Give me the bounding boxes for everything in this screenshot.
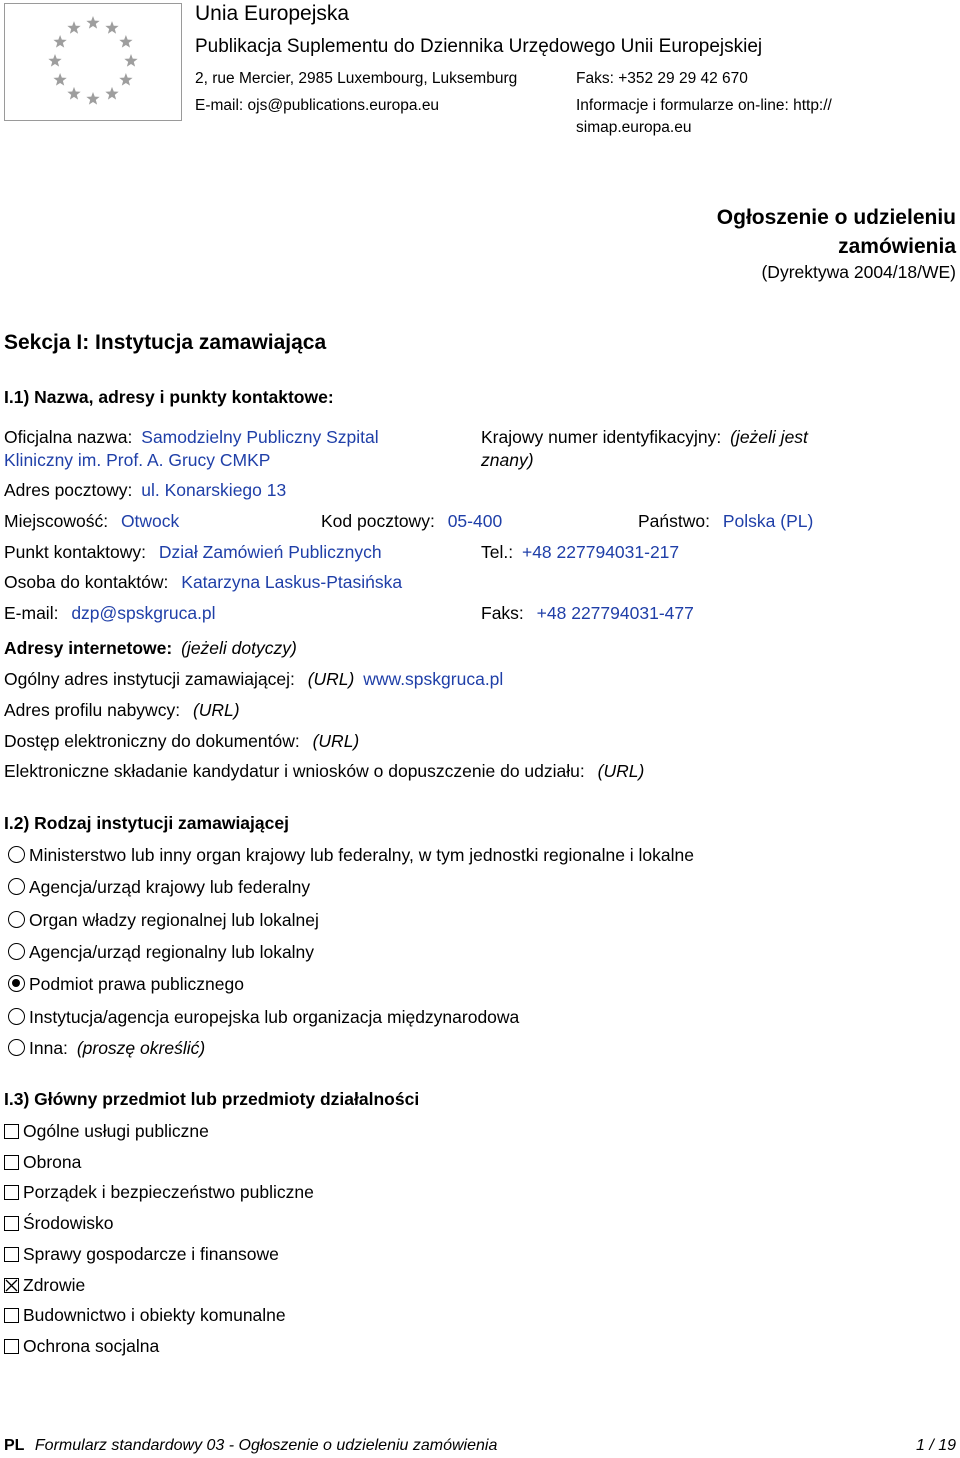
footer-page: 1 / 19 — [915, 1437, 956, 1454]
contact-point-label: Punkt kontaktowy: — [4, 542, 147, 562]
i2-option-label: Agencja/urząd regionalny lub lokalny — [29, 941, 315, 962]
national-id-note-line2: znany) — [481, 450, 534, 470]
notice-title-line1: Ogłoszenie o udzieleniu — [716, 206, 956, 229]
star-icon — [48, 54, 61, 67]
checkbox-icon[interactable] — [4, 1308, 19, 1323]
postcode-row — [321, 511, 502, 532]
e-submission-note: (URL) — [597, 761, 645, 781]
i3-item-label: Środowisko — [23, 1213, 114, 1234]
i2-option-label: Agencja/urząd krajowy lub federalny — [29, 877, 311, 898]
i2-option[interactable] — [8, 910, 319, 931]
i2-option-label: Organ władzy regionalnej lub lokalnej — [29, 909, 319, 930]
postal-label: Adres pocztowy: — [4, 480, 133, 500]
city-row — [4, 511, 179, 532]
tel-row — [481, 542, 679, 563]
radio-selected-icon[interactable] — [8, 975, 25, 992]
i3-item[interactable] — [4, 1336, 159, 1357]
country-label: Państwo: — [638, 511, 710, 531]
i3-heading: I.3) Główny przedmiot lub przedmioty działalności — [4, 1089, 420, 1109]
notice-directive: (Dyrektywa 2004/18/WE) — [761, 262, 956, 282]
checkbox-icon[interactable] — [4, 1185, 19, 1200]
buyer-profile-row — [4, 700, 240, 721]
star-icon — [124, 54, 137, 67]
header-online-line2: simap.europa.eu — [576, 119, 692, 136]
star-icon — [67, 21, 80, 34]
official-name-value-line1: Samodzielny Publiczny Szpital — [141, 427, 379, 447]
i2-option[interactable] — [8, 942, 314, 963]
radio-icon[interactable] — [8, 911, 25, 928]
national-id-note-line1: (jeżeli jest — [730, 427, 808, 447]
radio-icon[interactable] — [8, 878, 25, 895]
star-icon — [53, 35, 66, 48]
i3-item-label: Porządek i bezpieczeństwo publiczne — [23, 1182, 314, 1203]
e-submission-label: Elektroniczne składanie kandydatur i wniosków o dopuszczenie do udziału: — [4, 761, 585, 781]
i2-option-other[interactable] — [8, 1038, 205, 1059]
i3-item-label: Sprawy gospodarcze i finansowe — [23, 1243, 279, 1264]
email-value: dzp@spskgruca.pl — [71, 603, 216, 623]
fax-label: Faks: — [481, 603, 524, 623]
i3-item[interactable] — [4, 1305, 286, 1326]
official-name-label: Oficjalna nazwa: — [4, 427, 133, 447]
header-online-line1: Informacje i formularze on-line: http:// — [576, 97, 832, 114]
city-label: Miejscowość: — [4, 511, 109, 531]
checkbox-icon[interactable] — [4, 1216, 19, 1231]
general-url-label: Ogólny adres instytucji zamawiającej: — [4, 669, 295, 689]
fax-row — [481, 603, 694, 624]
i2-option[interactable] — [8, 845, 694, 866]
e-access-label: Dostęp elektroniczny do dokumentów: — [4, 731, 300, 751]
buyer-profile-label: Adres profilu nabywcy: — [4, 700, 181, 720]
i2-option[interactable] — [8, 877, 310, 898]
radio-icon[interactable] — [8, 1008, 25, 1025]
checkbox-checked-icon[interactable] — [4, 1278, 19, 1293]
star-icon — [105, 21, 118, 34]
header-org: Unia Europejska — [195, 2, 350, 25]
general-url-note: (URL) — [307, 669, 355, 689]
eu-logo — [4, 3, 182, 121]
email-row — [4, 603, 216, 624]
fax-value: +48 227794031-477 — [536, 603, 694, 623]
radio-icon[interactable] — [8, 846, 25, 863]
i1-heading: I.1) Nazwa, adresy i punkty kontaktowe: — [4, 387, 334, 407]
radio-icon[interactable] — [8, 943, 25, 960]
i2-heading: I.2) Rodzaj instytucji zamawiającej — [4, 813, 289, 833]
radio-icon[interactable] — [8, 1039, 25, 1056]
section1-heading: Sekcja I: Instytucja zamawiająca — [4, 331, 327, 354]
i3-item-label: Budownictwo i obiekty komunalne — [23, 1305, 286, 1326]
checkbox-icon[interactable] — [4, 1124, 19, 1139]
i3-item[interactable] — [4, 1121, 209, 1142]
i3-item-label: Obrona — [23, 1151, 82, 1172]
footer-form: Formularz standardowy 03 - Ogłoszenie o udzieleniu zamówienia — [34, 1437, 498, 1454]
i3-item[interactable] — [4, 1275, 85, 1296]
tel-label: Tel.: — [481, 542, 514, 562]
postcode-label: Kod pocztowy: — [321, 511, 435, 531]
i2-option[interactable] — [8, 1007, 519, 1028]
e-access-note: (URL) — [312, 731, 360, 751]
checkbox-icon[interactable] — [4, 1155, 19, 1170]
checkbox-icon[interactable] — [4, 1339, 19, 1354]
i2-other-note: (proszę określić) — [76, 1038, 206, 1058]
general-url-row — [4, 669, 503, 690]
tel-value: +48 227794031-217 — [521, 542, 680, 562]
i2-option-label: Instytucja/agencja europejska lub organizacja międzynarodowa — [29, 1006, 520, 1027]
i3-item-label: Ochrona socjalna — [23, 1335, 160, 1356]
postcode-value: 05-400 — [447, 511, 503, 531]
i2-option-label: Podmiot prawa publicznego — [29, 974, 244, 995]
postal-value: ul. Konarskiego 13 — [141, 480, 287, 500]
e-access-row — [4, 731, 359, 752]
i3-item[interactable] — [4, 1213, 113, 1234]
star-icon — [105, 87, 118, 100]
footer-lang: PL — [4, 1437, 25, 1454]
contact-point-value: Dział Zamówień Publicznych — [158, 542, 382, 562]
header-fax: Faks: +352 29 29 42 670 — [576, 70, 748, 87]
i3-item[interactable] — [4, 1182, 314, 1203]
star-icon — [119, 73, 132, 86]
notice-title-line2: zamówienia — [838, 235, 956, 258]
postal-row — [4, 480, 286, 501]
footer-left — [4, 1437, 497, 1455]
star-icon — [86, 16, 99, 29]
internet-row — [4, 638, 297, 659]
contact-person-label: Osoba do kontaktów: — [4, 572, 169, 592]
star-icon — [53, 73, 66, 86]
national-id-label: Krajowy numer identyfikacyjny: — [481, 427, 722, 447]
i3-item[interactable] — [4, 1152, 81, 1173]
star-icon — [119, 35, 132, 48]
star-icon — [86, 92, 99, 105]
country-row — [638, 511, 813, 532]
header-email: E-mail: ojs@publications.europa.eu — [195, 97, 440, 114]
header-publication: Publikacja Suplementu do Dziennika Urzędowego Unii Europejskiej — [195, 36, 763, 57]
city-value: Otwock — [120, 511, 180, 531]
general-url-value[interactable]: www.spskgruca.pl — [363, 669, 504, 689]
contact-person-value: Katarzyna Laskus-Ptasińska — [181, 572, 403, 592]
country-value: Polska (PL) — [722, 511, 814, 531]
official-name-value-line2: Kliniczny im. Prof. A. Grucy CMKP — [4, 450, 271, 470]
contact-person-row — [4, 572, 402, 593]
i3-item-label: Ogólne usługi publiczne — [23, 1121, 209, 1141]
i2-option-label: Ministerstwo lub inny organ krajowy lub federalny, w tym jednostki regionalne i lokalne — [29, 845, 694, 865]
e-submission-row — [4, 761, 644, 782]
official-name-row — [4, 427, 379, 448]
email-label: E-mail: — [4, 603, 59, 623]
buyer-profile-note: (URL) — [192, 700, 240, 720]
internet-note: (jeżeli dotyczy) — [181, 638, 297, 658]
i2-other-label: Inna: — [29, 1038, 68, 1058]
internet-label: Adresy internetowe: — [4, 638, 173, 658]
i3-item-label: Zdrowie — [23, 1274, 86, 1295]
eu-stars-icon — [5, 4, 181, 120]
i2-option[interactable] — [8, 974, 244, 995]
checkbox-icon[interactable] — [4, 1247, 19, 1262]
national-id-row — [481, 427, 808, 448]
i3-item[interactable] — [4, 1244, 279, 1265]
contact-point-row — [4, 542, 382, 563]
header-address: 2, rue Mercier, 2985 Luxembourg, Luksemburg — [195, 70, 518, 87]
star-icon — [67, 87, 80, 100]
